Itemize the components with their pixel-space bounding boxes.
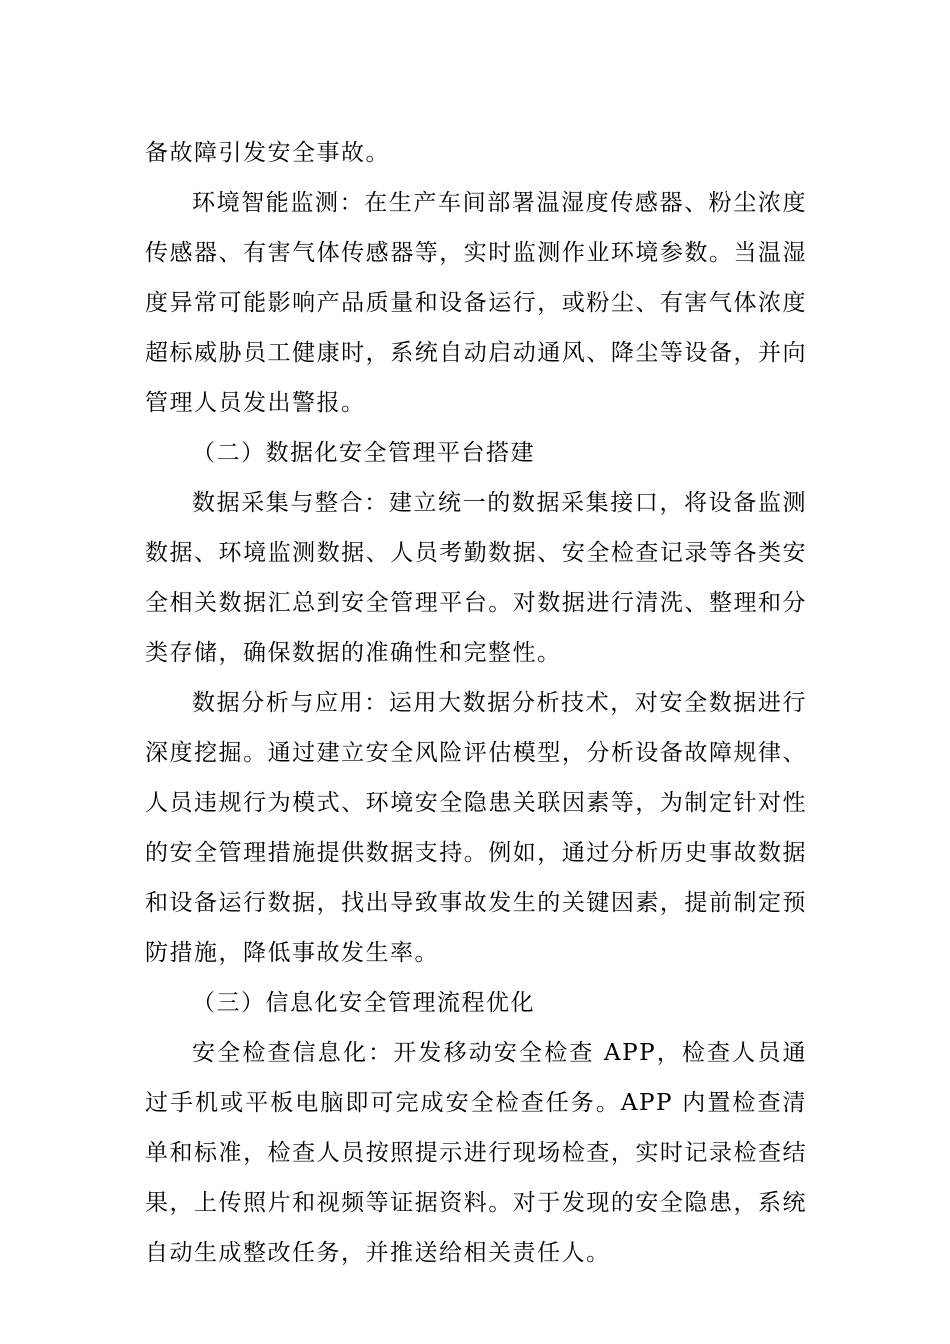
paragraph-continuation: 备故障引发安全事故。: [145, 140, 390, 166]
section-heading-2: （二）数据化安全管理平台搭建: [192, 440, 535, 466]
paragraph-environment-monitoring: 环境智能监测：在生产车间部署温湿度传感器、粉尘浓度传感器、有害气体传感器等，实时监测作业环境参数。当温湿度异常可能影响产品质量和设备运行，或粉尘、有害气体浓度超标威胁员工健康时，系统自动启动通风、降尘等设备，并向管理人员发出警报。: [145, 190, 807, 416]
document-body: [145, 128, 807, 1278]
paragraph-data-analysis: 数据分析与应用：运用大数据分析技术，对安全数据进行深度挖掘。通过建立安全风险评估模型，分析设备故障规律、人员违规行为模式、环境安全隐患关联因素等，为制定针对性的安全管理措施提供数据支持。例如，通过分析历史事故数据和设备运行数据，找出导致事故发生的关键因素，提前制定预防措施，降低事故发生率。: [145, 690, 807, 966]
section-heading-3: （三）信息化安全管理流程优化: [192, 990, 535, 1016]
paragraph-safety-inspection: 安全检查信息化：开发移动安全检查 APP，检查人员通过手机或平板电脑即可完成安全检查任务。APP 内置检查清单和标准，检查人员按照提示进行现场检查，实时记录检查结果，上传照片和视频等证据资料。对于发现的安全隐患，系统自动生成整改任务，并推送给相关责任人。: [145, 1040, 807, 1266]
paragraph-data-collection: 数据采集与整合：建立统一的数据采集接口，将设备监测数据、环境监测数据、人员考勤数据、安全检查记录等各类安全相关数据汇总到安全管理平台。对数据进行清洗、整理和分类存储，确保数据的准确性和完整性。: [145, 490, 807, 666]
